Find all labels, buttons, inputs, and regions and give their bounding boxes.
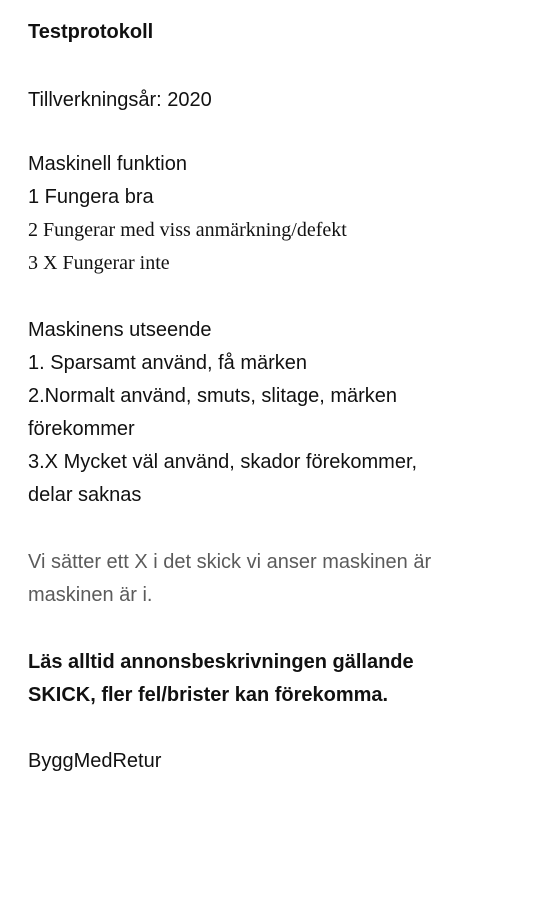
appearance-option-2-line-2: förekommer bbox=[28, 418, 135, 440]
signature: ByggMedRetur bbox=[28, 750, 162, 772]
info-paragraph bbox=[28, 546, 431, 612]
appearance-heading: Maskinens utseende bbox=[28, 319, 212, 341]
note-title: Testprotokoll bbox=[28, 21, 154, 43]
appearance-section bbox=[28, 314, 417, 512]
warning-paragraph bbox=[28, 646, 414, 712]
manufacture-year: Tillverkningsår: 2020 bbox=[28, 89, 212, 111]
appearance-option-1: 1. Sparsamt använd, få märken bbox=[28, 352, 308, 374]
appearance-option-3-line-1: 3.X Mycket väl använd, skador förekommer, bbox=[28, 451, 418, 473]
appearance-option-2-line-1: 2.Normalt använd, smuts, slitage, märken bbox=[28, 385, 398, 407]
info-line-2: maskinen är i. bbox=[28, 584, 153, 606]
warning-line-2: SKICK, fler fel/brister kan förekomma. bbox=[28, 684, 389, 706]
function-section bbox=[28, 148, 347, 280]
info-line-1: Vi sätter ett X i det skick vi anser maskinen är bbox=[28, 551, 432, 573]
appearance-option-3-line-2: delar saknas bbox=[28, 484, 142, 506]
function-option-2: 2 Fungerar med viss anmärkning/defekt bbox=[28, 219, 347, 241]
function-option-3: 3 X Fungerar inte bbox=[28, 252, 170, 274]
warning-line-1: Läs alltid annonsbeskrivningen gällande bbox=[28, 651, 414, 673]
function-option-1: 1 Fungera bra bbox=[28, 186, 154, 208]
function-heading: Maskinell funktion bbox=[28, 153, 187, 175]
